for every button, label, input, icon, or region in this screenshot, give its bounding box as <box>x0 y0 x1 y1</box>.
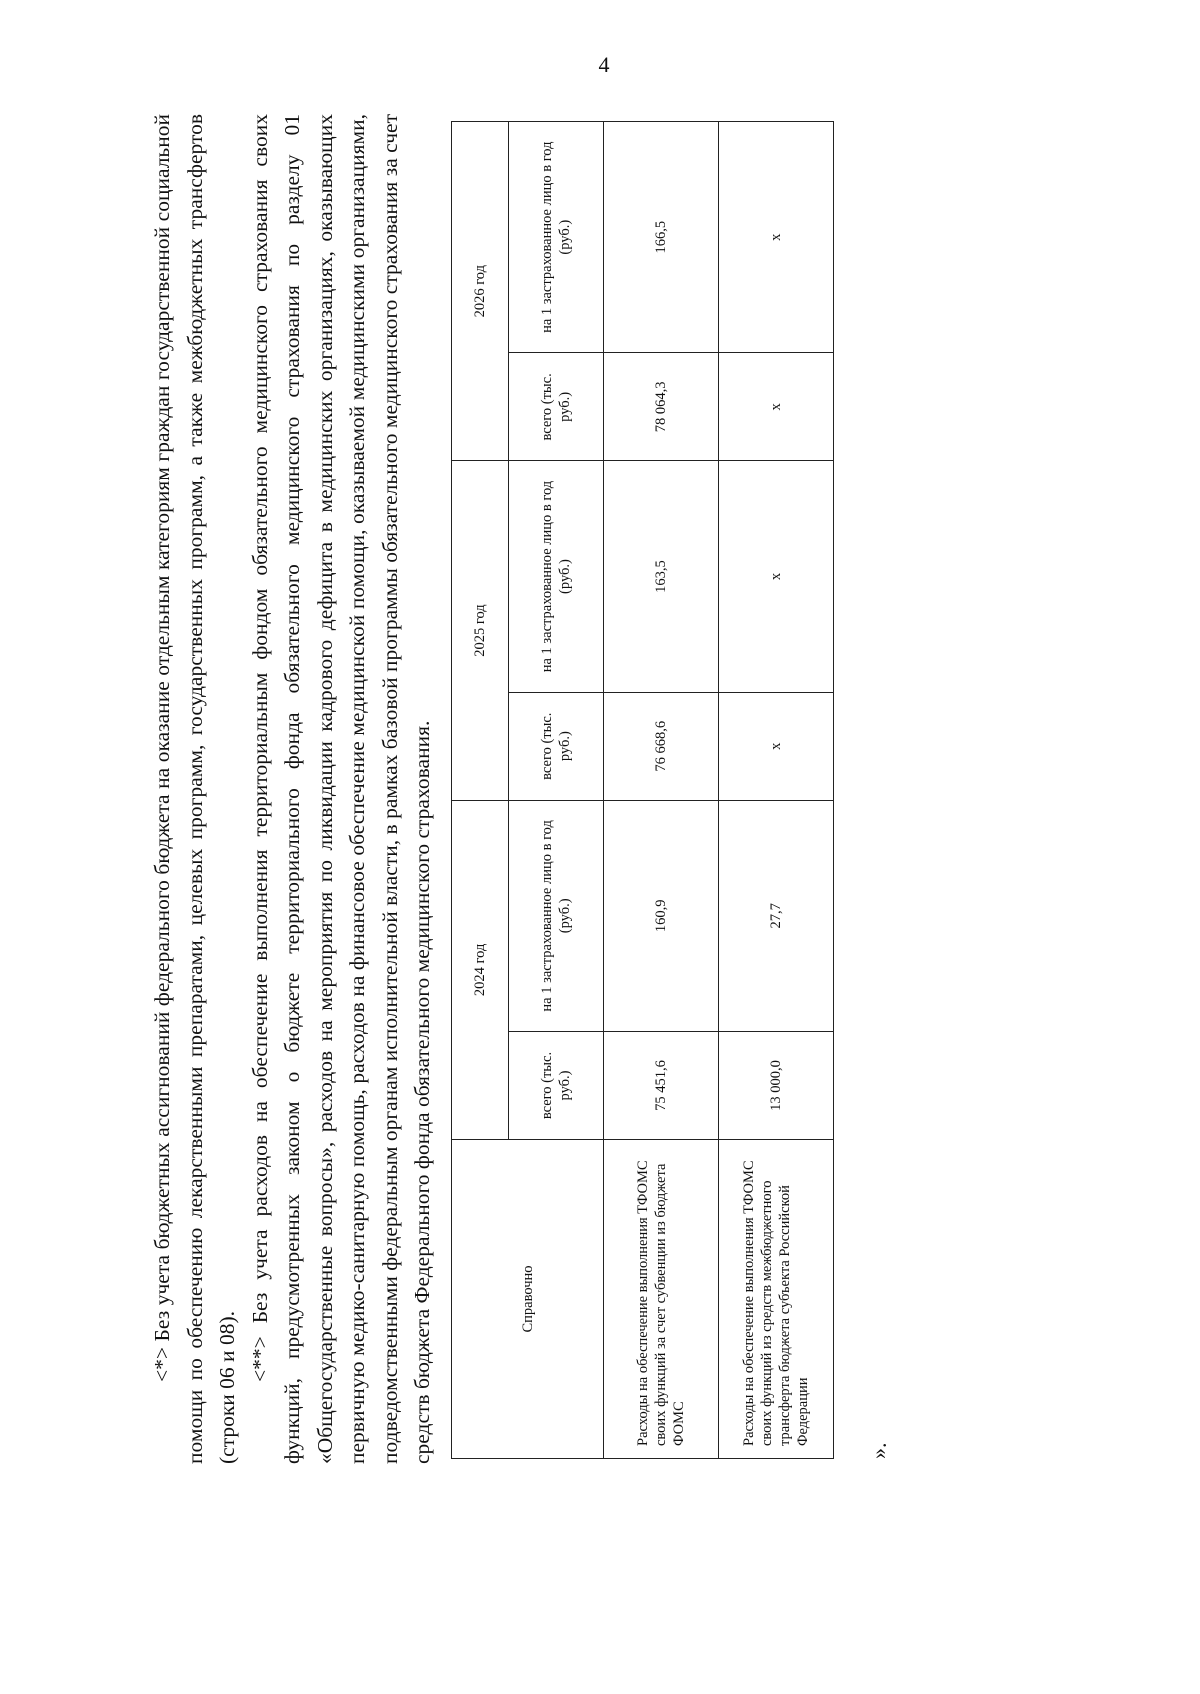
table-cell: 78 064,3 <box>604 353 719 461</box>
table-cell: x <box>719 353 834 461</box>
page-number: 4 <box>598 52 610 77</box>
footnotes <box>146 114 439 1464</box>
year-header-2024: 2024 год <box>452 800 509 1139</box>
closing-quote-mark: ». <box>866 1442 891 1459</box>
footnote-2: <**> Без учета расходов на обеспечение выполнения территориальным фондом обязательного медицинского страхования своих функций, предусмотренных законом о бюджете территориального фонда обязательного медицинского страхования по разделу 01 «Общегосударственные вопросы», расходов на мероприятия по ликвидации кадрового дефицита в медицинских организациях, оказывающих первичную медико-санитарную помощь, расходов на финансовое обеспечение медицинской помощи, оказываемой медицинскими организациями, подведомственными федеральным органам исполнительной власти, в рамках базовой программы обязательного медицинского страхования за счет средств бюджета Федерального фонда обязательного медицинского страхования. <box>247 114 434 1464</box>
table-cell: 75 451,6 <box>604 1032 719 1140</box>
subheader-per-person-2024: на 1 застрахованное лицо в год (руб.) <box>509 800 604 1031</box>
table-cell: 76 668,6 <box>604 692 719 800</box>
subheader-total-2026: всего (тыс. руб.) <box>509 353 604 461</box>
subheader-per-person-2026: на 1 застрахованное лицо в год (руб.) <box>509 122 604 353</box>
subheader-per-person-2025: на 1 застрахованное лицо в год (руб.) <box>509 461 604 692</box>
table-cell: x <box>719 461 834 692</box>
reference-table <box>451 121 834 1459</box>
table-cell: 160,9 <box>604 800 719 1031</box>
row-label: Расходы на обеспечение выполнения ТФОМС своих функций из средств межбюджетного трансферта бюджета субъекта Российской Федерации <box>719 1140 834 1459</box>
row-label: Расходы на обеспечение выполнения ТФОМС своих функций за счет субвенции из бюджета ФОМС <box>604 1140 719 1459</box>
table-cell: 166,5 <box>604 122 719 353</box>
rotated-content <box>131 109 991 1559</box>
year-header-2026: 2026 год <box>452 122 509 461</box>
footnote-1: <*> Без учета бюджетных ассигнований федерального бюджета на оказание отдельным категориям граждан государственной социальной помощи по обеспечению лекарственными препаратами, целевых программ, государственных программ, а также межбюджетных трансфертов (строки 06 и 08). <box>150 114 239 1464</box>
table-cell: x <box>719 122 834 353</box>
table-row <box>604 122 719 1459</box>
table-row <box>719 122 834 1459</box>
year-header-2025: 2025 год <box>452 461 509 800</box>
table-cell: 13 000,0 <box>719 1032 834 1140</box>
table-cell: 163,5 <box>604 461 719 692</box>
corner-label: Справочно <box>452 1140 604 1459</box>
table-cell: 27,7 <box>719 800 834 1031</box>
subheader-total-2025: всего (тыс. руб.) <box>509 692 604 800</box>
table-cell: x <box>719 692 834 800</box>
subheader-total-2024: всего (тыс. руб.) <box>509 1032 604 1140</box>
